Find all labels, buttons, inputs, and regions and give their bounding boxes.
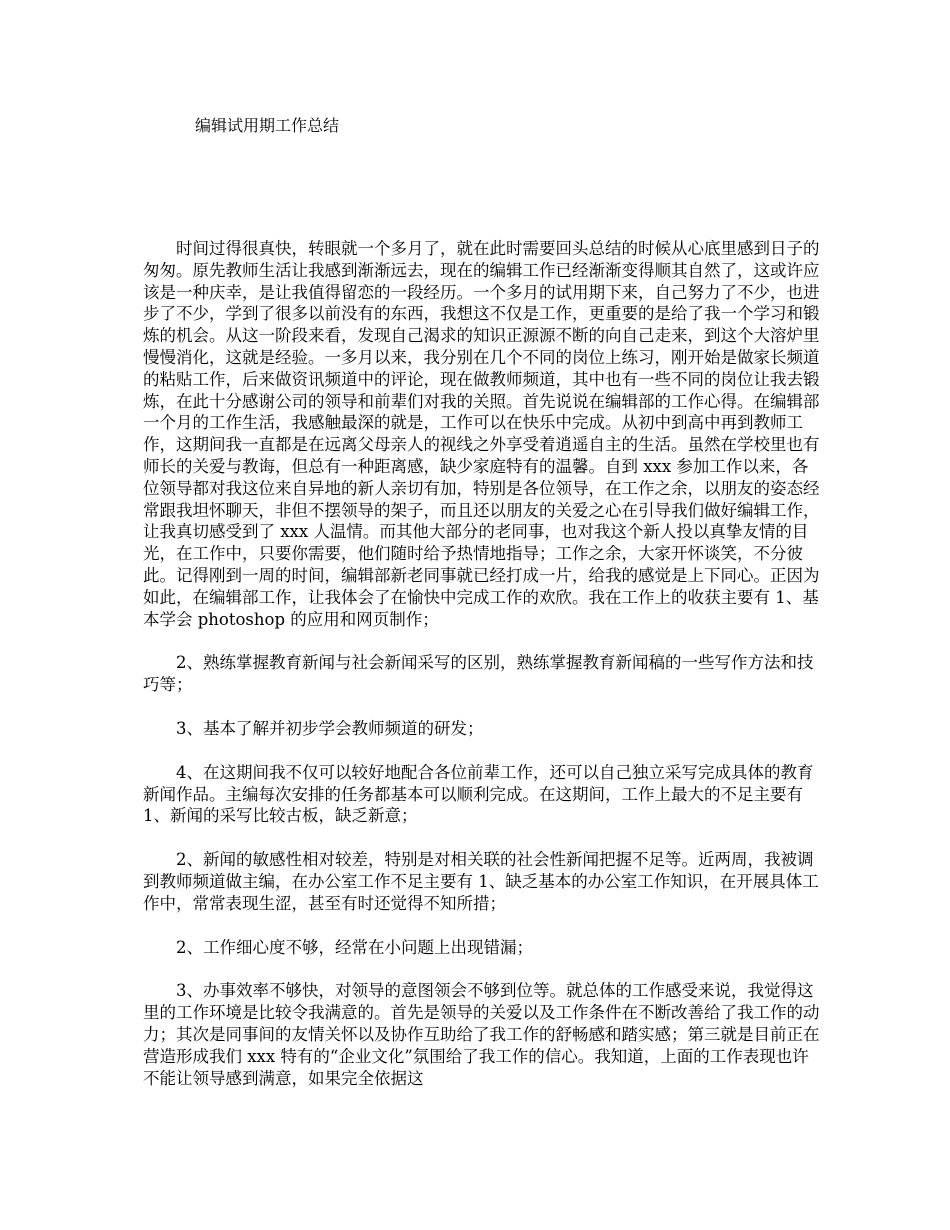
paragraph-4: 4、在这期间我不仅可以较好地配合各位前辈工作，还可以自己独立采写完成具体的教育新闻作品。主编每次安排的任务都基本可以顺利完成。在这期间，工作上最大的不足主要有 1、新闻的采写比较古板，缺乏新意； (143, 762, 814, 826)
paragraph-7: 3、办事效率不够快，对领导的意图领会不够到位等。就总体的工作感受来说，我觉得这里的工作环境是比较令我满意的。首先是领导的关爱以及工作条件在不断改善给了我工作的动力；其次是同事间的友情关怀以及协作互助给了我工作的舒畅感和踏实感；第三就是目前正在营造形成我们 xxx 特有的“企业文化”氛围给了我工作的信心。我知道，上面的工作表现也许不能让领导感到满意，如果完全依据这 (143, 981, 820, 1088)
paragraph-2: 2、熟练掌握教育新闻与社会新闻采写的区别，熟练掌握教育新闻稿的一些写作方法和技巧等； (143, 653, 814, 695)
paragraph-3: 3、基本了解并初步学会教师频道的研发； (176, 718, 484, 738)
paragraph-5: 2、新闻的敏感性相对较差，特别是对相关联的社会性新闻把握不足等。近两周，我被调到教师频道做主编，在办公室工作不足主要有 1、缺乏基本的办公室工作知识，在开展具体工作中，常常表现生涩，甚至有时还觉得不知所措； (143, 850, 819, 913)
paragraph-1: 时间过得很真快，转眼就一个多月了，就在此时需要回头总结的时候从心底里感到日子的匆匆。原先教师生活让我感到渐渐远去，现在的编辑工作已经渐渐变得顺其自然了，这或许应该是一种庆幸，是让我值得留恋的一段经历。一个多月的试用期下来，自己努力了不少，也进步了不少，学到了很多以前没有的东西，我想这不仅是工作，更重要的是给了我一个学习和锻炼的机会。从这一阶段来看，发现自己渴求的知识正源源不断的向自己走来，到这个大溶炉里慢慢消化，这就是经验。一多月以来，我分别在几个不同的岗位上练习，刚开始是做家长频道的粘贴工作，后来做资讯频道中的评论，现在做教师频道，其中也有一些不同的岗位让我去锻炼，在此十分感谢公司的领导和前辈们对我的关照。首先说说在编辑部的工作心得。在编辑部一个月的工作生活，我感触最深的就是，工作可以在快乐中完成。从初中到高中再到教师工作，这期间我一直都是在远离父母亲人的视线之外享受着逍遥自主的生活。虽然在学校里也有师长的关爱与教诲，但总有一种距离感，缺少家庭特有的温馨。自到 xxx 参加工作以来，各位领导都对我这位来自异地的新人亲切有加，特别是各位领导，在工作之余，以朋友的姿态经常跟我坦怀聊天，非但不摆领导的架子，而且还以朋友的关爱之心在引导我们做好编辑工作，让我真切感受到了 xxx 人温情。而其他大部分的老同事，也对我这个新人投以真挚友情的目光，在工作中，只要你需要，他们随时给予热情地指导；工作之余，大家开怀谈笑，不分彼此。记得刚到一周的时间，编辑部新老同事就已经打成一片，给我的感觉是上下同心。正因为如此，在编辑部工作，让我体会了在愉快中完成工作的欢欣。我在工作上的收获主要有 1、基本学会 photoshop 的应用和网页制作； (143, 239, 820, 629)
paragraph-6: 2、工作细心度不够，经常在小问题上出现错漏； (176, 937, 533, 957)
document-body (143, 238, 823, 1111)
document-title: 编辑试用期工作总结 (195, 116, 340, 135)
